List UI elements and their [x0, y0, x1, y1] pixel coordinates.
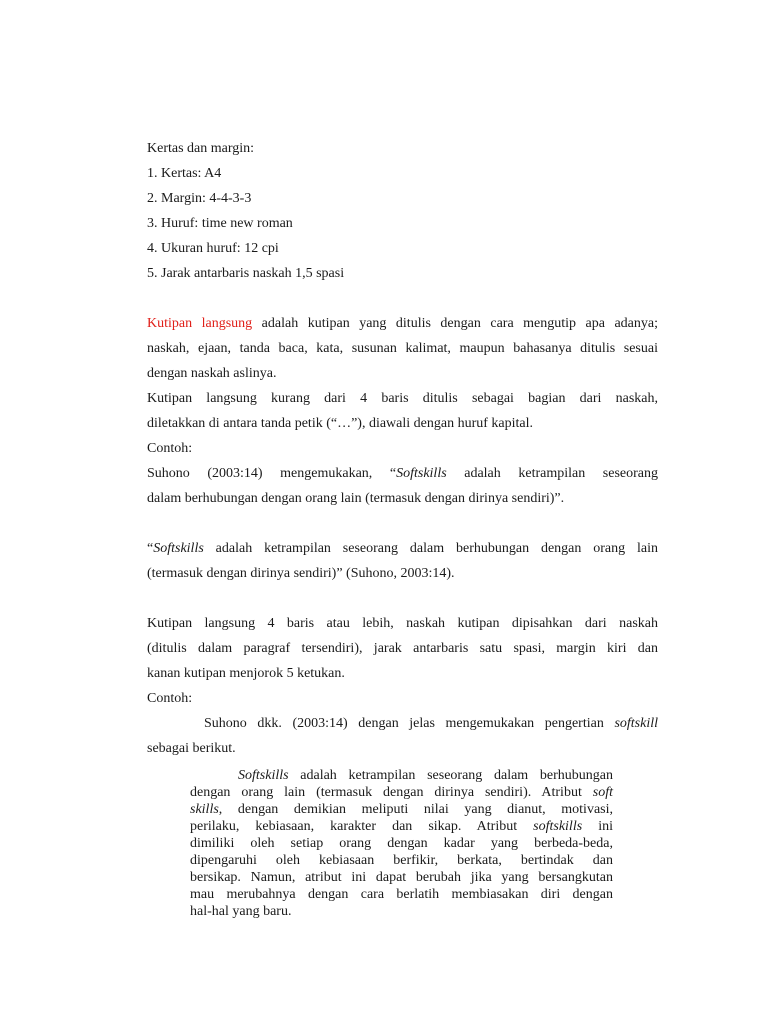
paragraph-line: Kutipan langsung 4 baris atau lebih, naskah kutipan dipisahkan dari naskah: [147, 616, 658, 631]
list-item: 2. Margin: 4-4-3-3: [147, 191, 252, 206]
block-quote-line: [190, 801, 613, 818]
paragraph-short-quote-rule: [147, 386, 658, 436]
line-text: ini: [582, 819, 614, 834]
paragraph-line: Kutipan langsung kurang dari 4 baris ditulis sebagai bagian dari naskah,: [147, 391, 658, 406]
paragraph-direct-quote-definition: [147, 311, 658, 386]
line-text: perilaku, kebiasaan, karakter dan sikap. Atribut: [190, 819, 534, 834]
example-quote-with-citation: [147, 536, 658, 586]
block-quote-line: mau merubahnya dengan cara berlatih membiasakan diri dengan: [190, 887, 613, 902]
line-text: “: [147, 541, 154, 556]
block-quote-line: [190, 784, 613, 801]
paragraph-line: (ditulis dalam paragraf tersendiri), jarak antarbaris satu spasi, margin kiri dan: [147, 641, 658, 656]
paragraph-line: [147, 711, 658, 736]
document-body: [147, 136, 658, 761]
line-text: adalah kutipan yang ditulis dengan cara mengutip apa adanya;: [252, 316, 659, 331]
block-quote-line: dipengaruhi oleh kebiasaan berfikir, berkata, bertindak dan: [190, 853, 613, 868]
block-quote-line: [190, 818, 613, 835]
line-text: adalah ketrampilan seseorang dalam berhubungan: [288, 768, 613, 783]
blank-line: [147, 286, 658, 311]
line-text: adalah ketrampilan seseorang: [446, 466, 658, 481]
list-item: 5. Jarak antarbaris naskah 1,5 spasi: [147, 266, 345, 281]
line-text: Suhono dkk. (2003:14) dengan jelas mengemukakan pengertian: [204, 716, 615, 731]
paragraph-line: kanan kutipan menjorok 5 ketukan.: [147, 666, 345, 681]
line-text: dengan orang lain (termasuk dengan dirinya sendiri). Atribut: [190, 785, 593, 800]
block-quote-line: bersikap. Namun, atribut ini dapat berubah jika yang bersangkutan: [190, 870, 613, 885]
line-text: , dengan demikian meliputi nilai yang dianut, motivasi,: [218, 802, 613, 817]
italic-term: softskill: [614, 716, 658, 731]
paragraph-line: dalam berhubungan dengan orang lain (termasuk dengan dirinya sendiri)”.: [147, 491, 565, 506]
blank-line: [147, 586, 658, 611]
italic-term: Softskills: [396, 466, 447, 481]
paragraph-line: [147, 461, 658, 486]
paragraph-line: dengan naskah aslinya.: [147, 366, 277, 381]
italic-term: softskills: [533, 819, 583, 834]
block-quote-line: hal-hal yang baru.: [190, 904, 292, 919]
italic-term: soft: [592, 785, 613, 800]
paragraph-line: (termasuk dengan dirinya sendiri)” (Suhono, 2003:14).: [147, 566, 455, 581]
highlighted-term: Kutipan langsung: [147, 316, 253, 331]
block-quote: [190, 767, 613, 920]
line-text: Suhono (2003:14) mengemukakan, “: [147, 466, 397, 481]
line-text: adalah ketrampilan seseorang dalam berhubungan dengan orang lain: [203, 541, 658, 556]
paragraph-line: [147, 311, 658, 336]
italic-term: Softskills: [238, 768, 289, 783]
example-label: Contoh:: [147, 441, 193, 456]
list-item: 4. Ukuran huruf: 12 cpi: [147, 241, 279, 256]
block-quote-line: [190, 767, 613, 784]
example-inline-quote: [147, 461, 658, 511]
section-heading: Kertas dan margin:: [147, 141, 255, 156]
paragraph-line: diletakkan di antara tanda petik (“…”), diawali dengan huruf kapital.: [147, 416, 534, 431]
blank-line: [147, 511, 658, 536]
paragraph-line: [147, 536, 658, 561]
italic-term: Softskills: [153, 541, 204, 556]
example-label: Contoh:: [147, 691, 193, 706]
block-quote-line: dimiliki oleh setiap orang dengan kadar yang berbeda-beda,: [190, 836, 613, 851]
italic-term: skills: [190, 802, 219, 817]
list-item: 3. Huruf: time new roman: [147, 216, 293, 231]
example-intro-paragraph: [147, 711, 658, 761]
list-item: 1. Kertas: A4: [147, 166, 222, 181]
paragraph-line: sebagai berikut.: [147, 741, 236, 756]
paragraph-long-quote-rule: [147, 611, 658, 686]
paragraph-line: naskah, ejaan, tanda baca, kata, susunan kalimat, maupun bahasanya ditulis sesuai: [147, 341, 658, 356]
